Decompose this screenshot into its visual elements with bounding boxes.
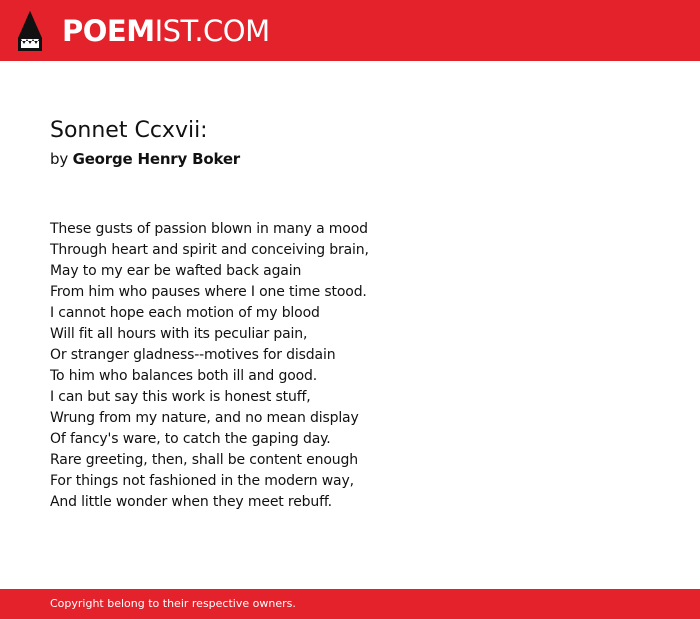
author-name: George Henry Boker (72, 150, 240, 168)
poem-line: Or stranger gladness--motives for disdain (50, 347, 336, 363)
poem-body (50, 219, 369, 513)
poem-line: Rare greeting, then, shall be content enough (50, 452, 358, 468)
poem-line: I can but say this work is honest stuff, (50, 389, 311, 405)
poem-line: Will fit all hours with its peculiar pain, (50, 326, 308, 342)
poem-line: I cannot hope each motion of my blood (50, 305, 320, 321)
site-footer (0, 589, 700, 619)
poem-line: Through heart and spirit and conceiving brain, (50, 242, 369, 258)
poem-line: May to my ear be wafted back again (50, 263, 302, 279)
poem-line: Wrung from my nature, and no mean display (50, 410, 359, 426)
poem-line: From him who pauses where I one time stood. (50, 284, 367, 300)
logo-text-light: IST.COM (154, 14, 270, 48)
poem-line: And little wonder when they meet rebuff. (50, 494, 332, 510)
logo-text-bold: POEM (62, 14, 155, 48)
poem-line: For things not fashioned in the modern way, (50, 473, 354, 489)
byline (50, 148, 240, 170)
site-header (0, 0, 700, 61)
site-logo[interactable] (62, 13, 270, 49)
poem-line: To him who balances both ill and good. (50, 368, 318, 384)
poem-title: Sonnet Ccxvii: (50, 118, 208, 143)
poem-line: These gusts of passion blown in many a mood (50, 221, 368, 237)
by-label: by (50, 150, 68, 168)
poem-line: Of fancy's ware, to catch the gaping day. (50, 431, 331, 447)
copyright-text: Copyright belong to their respective owners. (50, 597, 296, 610)
pencil-icon (17, 10, 43, 52)
